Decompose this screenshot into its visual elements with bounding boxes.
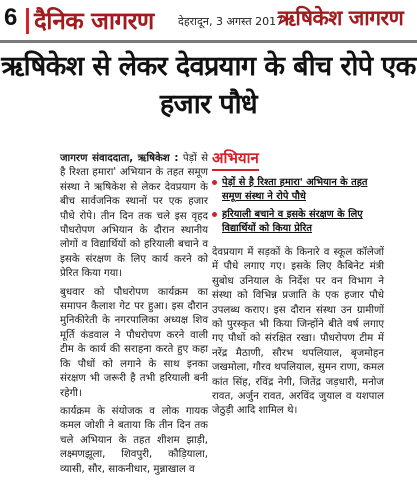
headline: ऋषिकेश से लेकर देवप्रयाग के बीच रोपे एक हजार पौधे <box>1 51 416 120</box>
masthead <box>0 0 417 44</box>
paragraph-2: बुधवार को पौधरोपण कार्यक्रम का समापन कैलाश गेट पर हुआ। इस दौरान मुनिकीरेती के नगरपालिका अध्यक्ष शिव मूर्ति कंडवाल ने पौधरोपण करने वाली टीम के कार्य की सराहना करते हुए कहा कि पौधों को लगाने के साथ इनका संरक्षण भी जरूरी है तभी हरियाली बनी रहेगी। <box>60 286 208 399</box>
article-column-2: देवप्रयाग में सड़कों के किनारे व स्कूल कॉलेजों में पौधे लगाए गए। इसके लिए कैबिनेट मंत्री सुबोध उनियाल के निर्देश पर वन विभाग ने संस्था को विभिन्न प्रजाति के एक हजार पौधे उपलब्ध कराए। इस दौरान संस्था उन ग्रामीणों को पुरस्कृत भी किया जिन्होंने बीते वर्ष लगाए गए पौधों को संरक्षित रखा। पौधरोपण टीम में नरेंद्र मैठाणी, सौरभ थपलियाल, बृजमोहन जखमोला, गौरव थपलियाल, सुमन राणा, कमल कांत सिंह, रविंद्र नेगी, जितेंद्र जड़धारी, मनोज रावत, अर्जुन रावत, अरविंद जुयाल व यशपाल जेठुड़ी आदि शामिल थे। <box>212 247 384 417</box>
masthead-rule <box>0 40 417 43</box>
paragraph-3: कार्यक्रम के संयोजक व लोक गायक कमल जोशी ने बताया कि तीन दिन तक चले अभियान के तहत शीशम झाड़ी, लक्ष्मणझूला, शिवपुरी, कौड़ियाला, व्यासी, सौर, साकनीधार, मुन्नाखाल व <box>60 405 208 475</box>
highlight-item <box>212 176 382 203</box>
edition-name: ऋषिकेश जागरण <box>278 6 404 30</box>
masthead-divider <box>26 8 29 34</box>
highlight-text: पेड़ों से है रिश्ता हमारा' अभियान के तहत समूण संस्था ने रोपे पौधे <box>222 177 368 202</box>
paper-name: दैनिक जागरण <box>34 7 154 35</box>
highlight-text: हरियाली बचाने व इसके संरक्षण के लिए विद्यार्थियों को किया प्रेरित <box>222 209 363 234</box>
highlight-item <box>212 208 382 235</box>
byline: जागरण संवाददाता, ऋषिकेश : <box>60 153 179 164</box>
highlights-label: अभियान <box>212 148 259 171</box>
article-column-1 <box>60 152 208 481</box>
paragraph-1-text: पेड़ों से है रिश्ता हमारा' अभियान के तहत समूण संस्था ने ऋषिकेश से लेकर देवप्रयाग के बीच सार्वजनिक स्थानों पर एक हजार पौधे रोपे। तीन दिन तक चले इस वृहद पौधरोपण अभियान के दौरान स्थानीय लोगों व विद्यार्थियों को हरियाली बचाने व इसके संरक्षण के लिए कार्य करने को प्रेरित किया गया। <box>60 153 208 280</box>
page-number: 6 <box>4 4 18 31</box>
bullet-icon <box>212 212 217 217</box>
paragraph-1 <box>60 152 208 282</box>
bullet-icon <box>212 180 217 185</box>
dateline: देहरादून, 3 अगस्त 2017 <box>178 15 284 28</box>
highlights-box <box>212 148 382 240</box>
